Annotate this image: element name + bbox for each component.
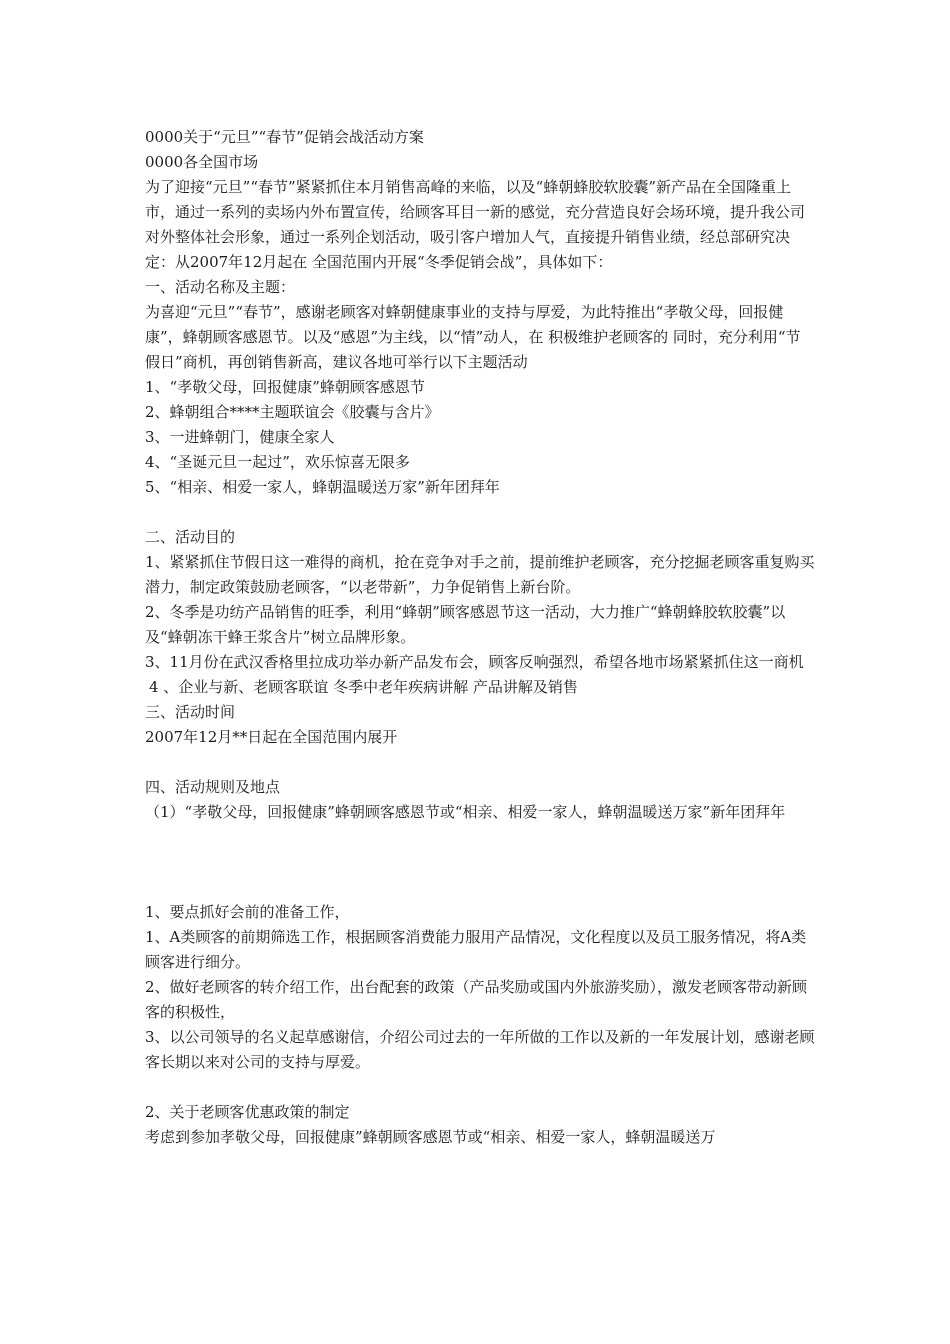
list-item: 2、做好老顾客的转介绍工作，出台配套的政策（产品奖励或国内外旅游奖励），激发老顾客带动新顾客的积极性， — [145, 978, 808, 1021]
section1-body: 为喜迎“元旦”“春节”，感谢老顾客对蜂朝健康事业的支持与厚爱，为此特推出“孝敬父母，回报健康”，蜂朝顾客感恩节。以及“感恩”为主线，以“情”动人，在 积极维护老顾客的 同时，充分利用“节假日”商机，再创销售新高，建议各地可举行以下主题活动 — [145, 303, 801, 371]
document-title: 0000关于“元旦”“春节”促销会战活动方案 — [145, 128, 424, 146]
section2-heading: 二、活动目的 — [145, 528, 236, 546]
list-item: 2、冬季是功纺产品销售的旺季，利用“蜂朝”顾客感恩节这一活动，大力推广“蜂朝蜂胶软胶囊”以及“蜂朝冻干蜂王浆含片”树立品牌形象。 — [145, 603, 786, 646]
document-recipient: 0000各全国市场 — [145, 153, 259, 171]
prep-heading: 1、要点抓好会前的准备工作， — [145, 903, 350, 921]
section3-body: 2007年12月**日起在全国范围内展开 — [145, 728, 398, 746]
section4-sub1: （1）“孝敬父母，回报健康”蜂朝顾客感恩节或“相亲、相爱一家人，蜂朝温暖送万家”新年团拜年 — [145, 803, 786, 821]
document-body — [145, 125, 815, 1150]
intro-paragraph: 为了迎接“元旦”“春节”紧紧抓住本月销售高峰的来临，以及“蜂朝蜂胶软胶囊”新产品在全国隆重上市，通过一系列的卖场内外布置宣传，给顾客耳目一新的感觉，充分营造良好会场环境，提升我公司对外整体社会形象，通过一系列企划活动，吸引客户增加人气，直接提升销售业绩，经总部研究决定：从2007年12月起在 全国范围内开展“冬季促销会战”，具体如下： — [145, 178, 806, 271]
section4-heading: 四、活动规则及地点 — [145, 778, 281, 796]
list-item: 4、“圣诞元旦一起过”，欢乐惊喜无限多 — [145, 453, 410, 471]
list-item: 3、11月份在武汉香格里拉成功举办新产品发布会，顾客反响强烈，希望各地市场紧紧抓住这一商机 — [145, 653, 804, 671]
spacer — [145, 750, 815, 775]
list-item: 3、以公司领导的名义起草感谢信，介绍公司过去的一年所做的工作以及新的一年发展计划，感谢老顾客长期以来对公司的支持与厚爱。 — [145, 1028, 815, 1071]
spacer — [145, 500, 815, 525]
list-item: 1、“孝敬父母，回报健康”蜂朝顾客感恩节 — [145, 378, 425, 396]
spacer — [145, 1075, 815, 1100]
list-item: 5、“相亲、相爱一家人，蜂朝温暖送万家”新年团拜年 — [145, 478, 500, 496]
list-item: 2、蜂朝组合****主题联谊会《胶囊与含片》 — [145, 403, 440, 421]
spacer — [145, 825, 815, 900]
policy-body: 考虑到参加孝敬父母，回报健康”蜂朝顾客感恩节或“相亲、相爱一家人，蜂朝温暖送万 — [145, 1128, 716, 1146]
section3-heading: 三、活动时间 — [145, 703, 236, 721]
list-item: 4 、企业与新、老顾客联谊 冬季中老年疾病讲解 产品讲解及销售 — [149, 678, 578, 696]
list-item: 1、A类顾客的前期筛选工作，根据顾客消费能力服用产品情况，文化程度以及员工服务情况，将A类顾客进行细分。 — [145, 928, 807, 971]
policy-heading: 2、关于老顾客优惠政策的制定 — [145, 1103, 350, 1121]
list-item: 1、紧紧抓住节假日这一难得的商机，抢在竞争对手之前，提前维护老顾客，充分挖掘老顾客重复购买潜力，制定政策鼓励老顾客，“以老带新”，力争促销售上新台阶。 — [145, 553, 815, 596]
section1-heading: 一、活动名称及主题： — [145, 278, 296, 296]
list-item: 3、一进蜂朝门，健康全家人 — [145, 428, 335, 446]
